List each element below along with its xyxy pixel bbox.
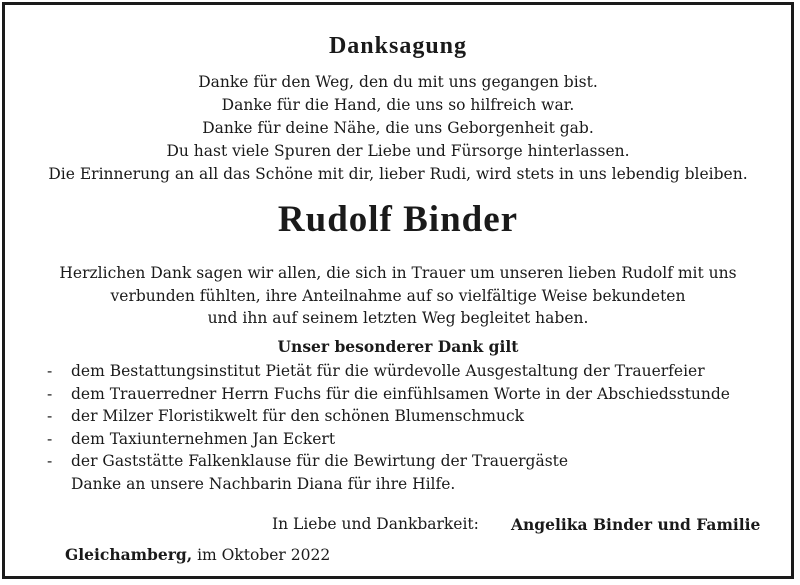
deceased-name: Rudolf Binder [277,199,519,240]
list-dash: - [47,429,53,448]
list-item-text: dem Taxiunternehmen Jan Eckert [71,429,336,448]
list-item-text: Danke an unsere Nachbarin Diana für ihre Hilfe. [71,474,456,493]
poem-line: Danke für den Weg, den du mit uns gegangen bist. [198,73,598,91]
notice-title: Danksagung [328,33,468,59]
special-thanks-list [47,360,787,495]
date-text: im Oktober 2022 [197,546,331,564]
list-dash: - [47,452,53,470]
poem-line: Die Erinnerung an all das Schöne mit dir, lieber Rudi, wird stets in uns lebendig bleiben. [48,165,748,183]
thanks-line: Herzlichen Dank sagen wir allen, die sich in Trauer um unseren lieben Rudolf mit uns [59,264,737,282]
list-item-text: dem Bestattungsinstitut Pietät für die würdevolle Ausgestaltung der Trauerfeier [71,362,705,380]
place-date [65,545,330,564]
place-name: Gleichamberg, [65,545,193,564]
list-item-text: der Gaststätte Falkenklause für die Bewirtung der Trauergäste [71,452,569,470]
special-thanks-heading: Unser besonderer Dank gilt [277,337,519,356]
list-item [47,450,787,473]
list-dash: - [47,384,53,403]
list-item-text: dem Trauerredner Herrn Fuchs für die einfühlsamen Worte in der Abschiedsstunde [71,384,730,403]
list-item [47,405,787,428]
list-dash: - [47,362,53,380]
list-dash [47,473,71,496]
thanks-block [5,262,791,330]
list-item [47,473,787,496]
poem-line: Danke für die Hand, die uns so hilfreich war. [221,96,575,114]
list-item-text: der Milzer Floristikwelt für den schönen Blumenschmuck [71,407,525,425]
list-dash: - [47,407,53,425]
list-item [47,360,787,383]
obituary-notice [2,2,794,579]
closing-label: In Liebe und Dankbarkeit: [272,515,479,533]
poem-line: Du hast viele Spuren der Liebe und Fürsorge hinterlassen. [166,142,630,160]
poem-block [5,71,791,186]
thanks-line: verbunden fühlten, ihre Anteilnahme auf so vielfältige Weise bekundeten [110,286,686,305]
list-item [47,428,787,451]
poem-line: Danke für deine Nähe, die uns Geborgenheit gab. [202,119,594,137]
signer-name: Angelika Binder und Familie [511,515,761,534]
list-item [47,383,787,406]
thanks-line: und ihn auf seinem letzten Weg begleitet haben. [207,309,589,327]
